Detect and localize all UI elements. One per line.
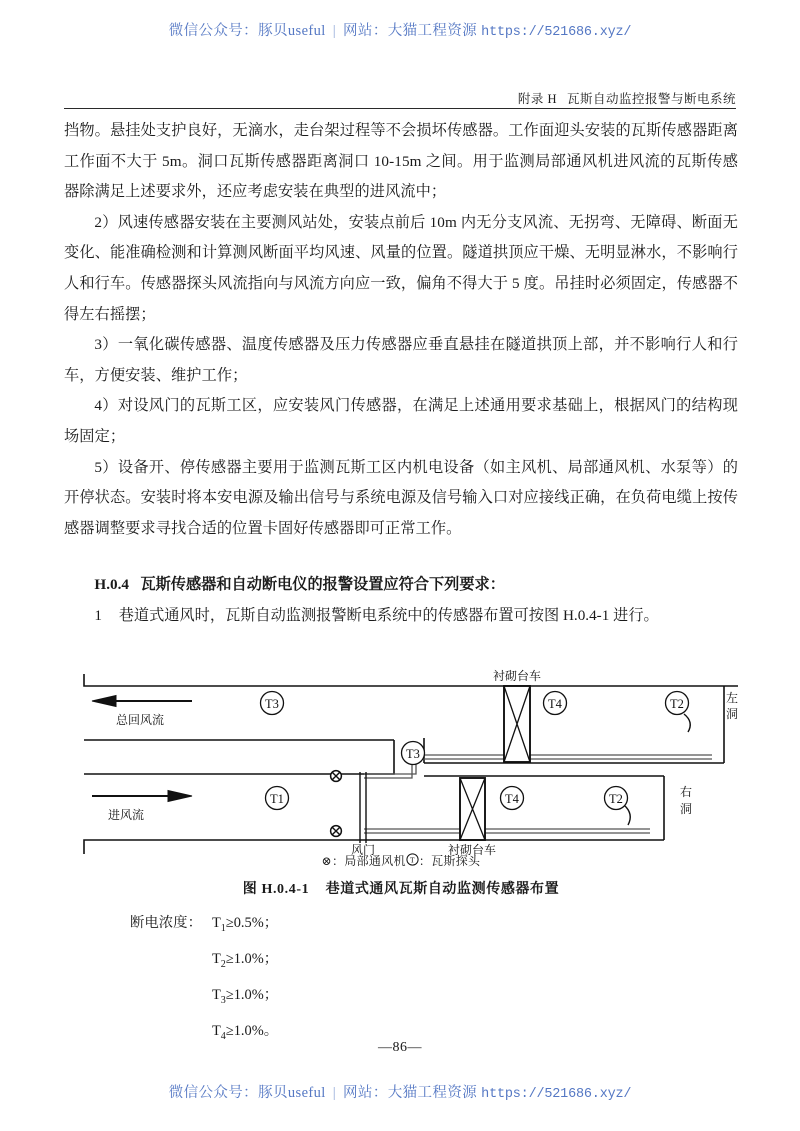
label-left-tunnel-c2: 洞 <box>725 707 739 721</box>
sensor-label-t3-top: T3 <box>265 697 279 711</box>
page-number: —86— <box>378 1040 422 1055</box>
threshold-value-2: ≥1.0%； <box>225 950 279 967</box>
legend-fan-text: ：局部通风机 <box>332 854 406 868</box>
label-return-airflow: 总回风流 <box>116 713 165 727</box>
threshold-row-3 <box>130 980 278 1016</box>
clause-1-number: 1 <box>94 606 102 624</box>
body-content <box>64 116 738 632</box>
section-number: H.0.4 <box>94 576 129 594</box>
lining-trolley-bottom-shape <box>460 778 485 840</box>
paragraph-continued: 挡物。悬挂处支护良好，无滴水，走台架过程等不会损坏传感器。工作面迎头安装的瓦斯传感器距离工作面不大于 5m。洞口瓦斯传感器距离洞口 10-15m 之间。用于监测局部通风机进风流的瓦斯传感器除满足上述要求外，还应考虑安装在典型的进风流中； <box>64 122 738 201</box>
label-air-door: 风门 <box>350 843 376 857</box>
figure-caption-title: 巷道式通风瓦斯自动监测传感器布置 <box>325 882 560 897</box>
threshold-sub-2: 2 <box>220 958 226 970</box>
sensor-label-t4-bottom: T4 <box>505 792 519 806</box>
watermark-url: https://521686.xyz/ <box>481 25 632 40</box>
local-fan-symbol-top <box>331 771 342 782</box>
legend-probe-icon <box>406 853 419 866</box>
figure-diagram <box>64 668 739 857</box>
figure-caption-number: 图 H.0.4-1 <box>242 882 310 897</box>
label-right-tunnel-c1: 右 <box>679 785 693 799</box>
header-rule <box>64 108 736 109</box>
threshold-sub-4: 4 <box>220 1030 226 1042</box>
watermark-wechat-label-bottom: 微信公众号：豚贝useful <box>168 1085 326 1101</box>
label-lining-trolley-top: 衬砌台车 <box>492 669 542 683</box>
watermark-bottom <box>0 1081 800 1102</box>
clause-1-text: 巷道式通风时，瓦斯自动监测报警断电系统中的传感器布置可按图 H.0.4-1 进行。 <box>118 606 659 624</box>
clause-1 <box>64 601 738 632</box>
t2-top-hook <box>684 714 690 732</box>
figure-legend <box>64 852 738 869</box>
running-head-label: 附录 H <box>517 92 557 106</box>
threshold-sensor-1: T <box>212 915 221 931</box>
threshold-value-3: ≥1.0%； <box>225 986 279 1003</box>
paragraph-item-3: 3）一氧化碳传感器、温度传感器及压力传感器应垂直悬挂在隧道拱顶上部，并不影响行人和行车，方便安装、维护工作； <box>64 336 738 384</box>
threshold-value-4: ≥1.0%。 <box>225 1022 279 1039</box>
threshold-row-2 <box>130 944 278 980</box>
label-left-tunnel-c1: 左 <box>725 691 739 705</box>
paragraph-item-5: 5）设备开、停传感器主要用于监测瓦斯工区内机电设备（如主风机、局部通风机、水泵等）的开停状态。安装时将本安电源及输出信号与系统电源及信号输入口对应接线正确，在负荷电缆上按传感器调整要求寻找合适的位置卡固好传感器即可正常工作。 <box>64 458 738 537</box>
legend-fan-symbol: ⊗ <box>321 854 333 868</box>
sensor-label-t3-mid: T3 <box>406 747 420 761</box>
figure-h041 <box>64 668 738 898</box>
running-head-title: 瓦斯自动监控报警与断电系统 <box>566 92 736 106</box>
section-heading <box>64 570 738 601</box>
threshold-sub-1: 1 <box>220 922 226 934</box>
return-airflow-arrow <box>92 696 192 707</box>
watermark-wechat-label: 微信公众号：豚贝useful <box>168 23 326 39</box>
threshold-sensor-2: T <box>212 950 221 967</box>
watermark-site-label-bottom: 网站：大猫工程资源 <box>343 1085 478 1101</box>
intake-airflow-arrow <box>92 791 192 802</box>
left-tunnel-lower-wall-return <box>84 740 394 774</box>
sensor-label-t4-top: T4 <box>548 697 562 711</box>
local-fan-symbol-bottom <box>331 826 342 837</box>
tunnel-ventilation-diagram <box>64 668 739 857</box>
running-head <box>518 89 736 107</box>
threshold-value-1: ≥0.5%； <box>225 915 279 931</box>
sensor-label-t1-bottom: T1 <box>270 792 284 806</box>
section-title: 瓦斯传感器和自动断电仪的报警设置应符合下列要求： <box>140 576 505 594</box>
watermark-url-bottom: https://521686.xyz/ <box>481 1087 632 1102</box>
threshold-label: 断电浓度： <box>130 915 202 931</box>
watermark-site-label: 网站：大猫工程资源 <box>343 23 478 39</box>
figure-caption <box>64 878 738 898</box>
legend-probe-symbol: T <box>409 855 415 865</box>
label-lining-trolley-bottom: 衬砌台车 <box>447 843 497 857</box>
watermark-separator: | <box>332 23 337 39</box>
threshold-sub-3: 3 <box>220 994 226 1006</box>
lining-trolley-top-shape <box>504 686 530 762</box>
left-tunnel-top-wall <box>84 674 738 686</box>
paragraph-item-4: 4）对设风门的瓦斯工区，应安装风门传感器，在满足上述通用要求基础上，根据风门的结构现场固定； <box>64 397 738 445</box>
threshold-list <box>130 908 278 1052</box>
paragraph-item-2: 2）风速传感器安装在主要测风站处，安装点前后 10m 内无分支风流、无拐弯、无障碍、断面无变化、能准确检测和计算测风断面平均风速、风量的位置。隧道拱顶应干燥、无明显淋水，不影响行人和行车。传感器探头风流指向与风流方向应一致，偏角不得大于 5 度。吊挂时必须固定，传感器不得左右摇摆； <box>64 213 738 323</box>
watermark-top <box>0 19 800 40</box>
label-right-tunnel-c2: 洞 <box>679 802 693 816</box>
threshold-sensor-4: T <box>212 1022 221 1039</box>
label-intake-airflow: 进风流 <box>108 808 145 822</box>
watermark-separator-bottom: | <box>332 1085 337 1101</box>
legend-probe-text: ：瓦斯探头 <box>418 854 481 868</box>
sensor-label-t2-bottom: T2 <box>609 792 623 806</box>
threshold-sensor-3: T <box>212 986 221 1003</box>
threshold-row-1 <box>130 908 278 944</box>
sensor-label-t2-top: T2 <box>670 697 684 711</box>
t2-bottom-hook <box>624 805 630 825</box>
